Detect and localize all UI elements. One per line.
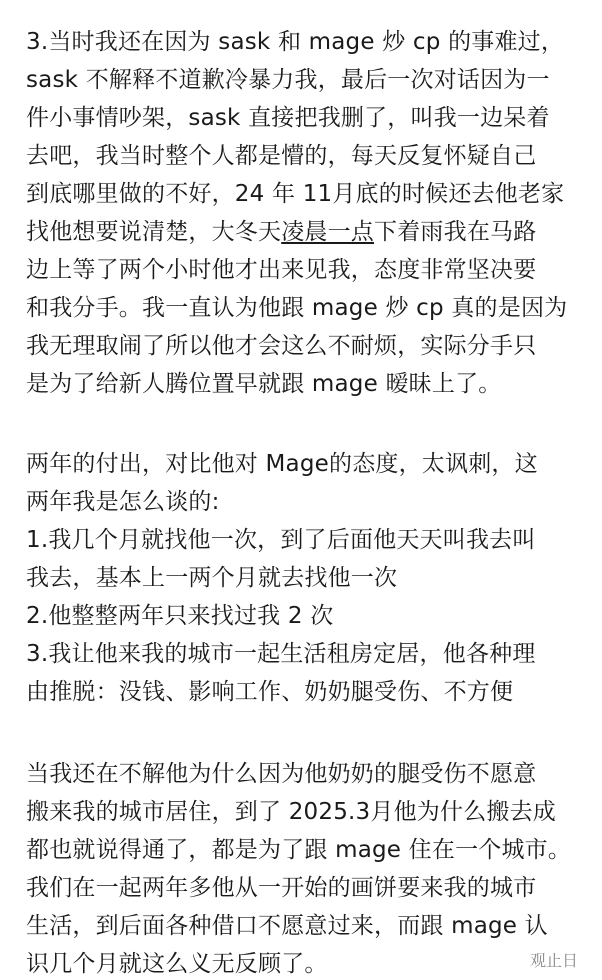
text-line: 两年的付出，对比他对 Mage的态度，太讽刺，这 [26,451,538,477]
underlined-text: 凌晨一点 [281,219,375,245]
text-line: 当我还在不解他为什么因为他奶奶的腿受伤不愿意 [26,761,537,787]
watermark-logo: 观止日 [514,946,594,972]
text-line: 边上等了两个小时他才出来见我，态度非常坚决要 [26,257,537,283]
text-line: 到底哪里做的不好，24 年 11月底的时候还去他老家 [26,181,565,207]
text-segment: 找他想要说清楚，大冬天 [26,219,282,245]
text-segment: 下着雨我在马路 [374,219,537,245]
text-line: 生活，到后面各种借口不愿意过来，而跟 mage 认 [26,913,548,939]
text-line: 我们在一起两年多他从一开始的画饼要来我的城市 [26,875,537,901]
text-line: 由推脱：没钱、影响工作、奶奶腿受伤、不方便 [26,679,514,705]
text-line: 识几个月就这么义无反顾了。 [26,951,328,977]
text-line: 我无理取闹了所以他才会这么不耐烦，实际分手只 [26,333,537,359]
text-line: 3.当时我还在因为 sask 和 mage 炒 cp 的事难过， [26,29,565,55]
text-line: 和我分手。我一直认为他跟 mage 炒 cp 真的是因为 [26,295,568,321]
text-line: 2.他整整两年只来找过我 2 次 [26,603,334,629]
text-line: sask 不解释不道歉冷暴力我，最后一次对话因为一 [26,67,550,93]
text-line: 我去，基本上一两个月就去找他一次 [26,565,398,591]
text-line: 是为了给新人腾位置早就跟 mage 暧昧上了。 [26,371,502,397]
text-line: 件小事情吵架，sask 直接把我删了，叫我一边呆着 [26,105,550,131]
text-line [26,214,536,250]
text-line: 两年我是怎么谈的: [26,489,220,515]
text-line: 3.我让他来我的城市一起生活租房定居，他各种理 [26,641,536,667]
text-line: 搬来我的城市居住，到了 2025.3月他为什么搬去成 [26,799,556,825]
text-line: 都也就说得通了，都是为了跟 mage 住在一个城市。 [26,837,572,863]
text-line: 1.我几个月就找他一次，到了后面他天天叫我去叫 [26,527,536,553]
text-line: 去吧，我当时整个人都是懵的，每天反复怀疑自己 [26,143,537,169]
